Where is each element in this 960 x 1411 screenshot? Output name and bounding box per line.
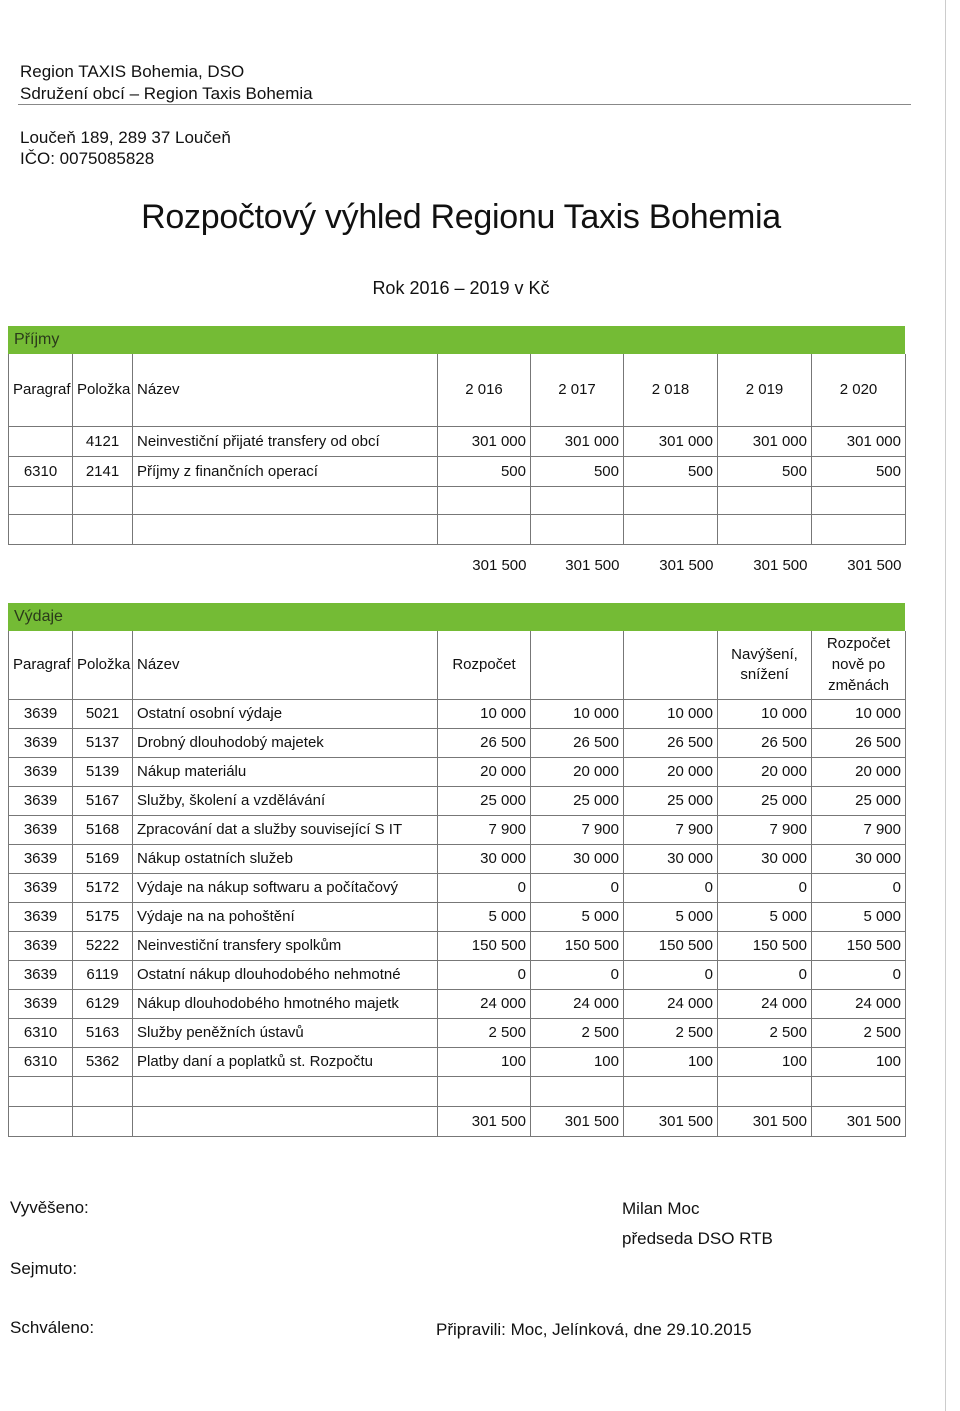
expenses-total-row	[9, 1106, 906, 1136]
cell-value: 500	[624, 456, 718, 486]
cell-value: 150 500	[812, 931, 906, 960]
cell-value: 2 500	[718, 1018, 812, 1047]
cell-value: 10 000	[718, 699, 812, 728]
cell-nazev: Platby daní a poplatků st. Rozpočtu	[133, 1047, 438, 1076]
signer-name: Milan Moc	[622, 1199, 700, 1218]
cell-value: 0	[624, 960, 718, 989]
cell-value: 10 000	[438, 699, 531, 728]
cell-value: 500	[812, 456, 906, 486]
cell-value: 100	[718, 1047, 812, 1076]
table-row	[9, 728, 906, 757]
expenses-head-navyseni-l1: Navýšení,	[731, 645, 798, 663]
cell-polozka: 5021	[73, 699, 133, 728]
cell-value: 20 000	[718, 757, 812, 786]
income-head-year: 2 016	[438, 354, 531, 426]
expenses-head-navyseni	[718, 631, 812, 699]
income-table	[8, 354, 906, 586]
cell-value: 2 500	[624, 1018, 718, 1047]
cell-value: 24 000	[812, 989, 906, 1018]
cell-value: 24 000	[531, 989, 624, 1018]
cell-value: 0	[718, 960, 812, 989]
expenses-head-paragraf: Paragraf	[9, 631, 73, 699]
cell-value: 150 500	[718, 931, 812, 960]
income-total: 301 500	[659, 556, 714, 574]
cell-value: 150 500	[624, 931, 718, 960]
expenses-head-nove	[812, 631, 906, 699]
income-head-year: 2 019	[718, 354, 812, 426]
cell-value: 2 500	[438, 1018, 531, 1047]
cell-value: 20 000	[624, 757, 718, 786]
cell-nazev: Zpracování dat a služby související S IT	[133, 815, 438, 844]
income-head-year: 2 018	[624, 354, 718, 426]
cell-value: 500	[531, 456, 624, 486]
cell-polozka: 2141	[73, 456, 133, 486]
cell-value: 26 500	[438, 728, 531, 757]
table-row	[9, 1047, 906, 1076]
cell-polozka: 4121	[73, 426, 133, 456]
table-row-empty	[9, 486, 906, 514]
income-head-year: 2 020	[812, 354, 906, 426]
cell-value: 301 000	[812, 426, 906, 456]
expenses-head-nove-l2: nově po	[831, 656, 886, 674]
expenses-head-polozka: Položka	[73, 631, 133, 699]
cell-paragraf: 3639	[9, 989, 73, 1018]
cell-polozka: 5137	[73, 728, 133, 757]
table-row-empty	[9, 1076, 906, 1106]
cell-value: 20 000	[438, 757, 531, 786]
income-total: 301 500	[565, 556, 620, 574]
cell-value: 301 000	[718, 426, 812, 456]
cell-polozka: 5362	[73, 1047, 133, 1076]
cell-value: 30 000	[624, 844, 718, 873]
cell-value: 100	[531, 1047, 624, 1076]
cell-value: 20 000	[531, 757, 624, 786]
expenses-total: 301 500	[812, 1106, 906, 1136]
org-ico: IČO: 0075085828	[20, 149, 155, 168]
cell-value: 301 000	[438, 426, 531, 456]
table-row	[9, 931, 906, 960]
table-row	[9, 426, 906, 456]
cell-nazev: Ostatní nákup dlouhodobého nehmotné	[133, 960, 438, 989]
table-row	[9, 844, 906, 873]
cell-value: 0	[438, 873, 531, 902]
cell-value: 7 900	[718, 815, 812, 844]
income-header-row	[9, 354, 906, 426]
cell-value: 25 000	[531, 786, 624, 815]
cell-value: 24 000	[438, 989, 531, 1018]
cell-paragraf: 3639	[9, 902, 73, 931]
cell-value: 500	[718, 456, 812, 486]
cell-polozka: 5139	[73, 757, 133, 786]
table-row	[9, 902, 906, 931]
cell-value: 5 000	[624, 902, 718, 931]
cell-paragraf: 3639	[9, 873, 73, 902]
income-head-paragraf: Paragraf	[9, 354, 73, 426]
cell-value: 100	[812, 1047, 906, 1076]
cell-polozka: 5167	[73, 786, 133, 815]
header-rule	[18, 104, 911, 105]
cell-value: 5 000	[812, 902, 906, 931]
cell-value: 26 500	[812, 728, 906, 757]
expenses-head-rozpocet: Rozpočet	[438, 631, 531, 699]
cell-value: 25 000	[812, 786, 906, 815]
cell-value: 0	[812, 960, 906, 989]
cell-value: 25 000	[624, 786, 718, 815]
cell-value: 2 500	[812, 1018, 906, 1047]
cell-nazev: Nákup materiálu	[133, 757, 438, 786]
cell-nazev: Výdaje na na pohoštění	[133, 902, 438, 931]
expenses-head-col3	[624, 631, 718, 699]
income-head-nazev: Název	[133, 354, 438, 426]
table-row	[9, 1018, 906, 1047]
approved-label: Schváleno:	[10, 1318, 95, 1337]
cell-nazev: Služby peněžních ústavů	[133, 1018, 438, 1047]
cell-value: 10 000	[812, 699, 906, 728]
cell-value: 10 000	[624, 699, 718, 728]
income-total: 301 500	[847, 556, 902, 574]
table-row	[9, 989, 906, 1018]
cell-value: 26 500	[531, 728, 624, 757]
prepared-by: Připravili: Moc, Jelínková, dne 29.10.2015	[436, 1320, 752, 1339]
cell-paragraf: 3639	[9, 931, 73, 960]
signer-role: předseda DSO RTB	[622, 1229, 773, 1248]
cell-paragraf: 3639	[9, 960, 73, 989]
cell-polozka: 5172	[73, 873, 133, 902]
cell-value: 2 500	[531, 1018, 624, 1047]
cell-value: 0	[531, 960, 624, 989]
cell-value: 24 000	[718, 989, 812, 1018]
cell-paragraf: 6310	[9, 456, 73, 486]
income-head-polozka: Položka	[73, 354, 133, 426]
income-total-row	[9, 544, 906, 586]
cell-value: 20 000	[812, 757, 906, 786]
cell-value: 0	[438, 960, 531, 989]
page-edge	[945, 0, 946, 1411]
cell-paragraf: 3639	[9, 815, 73, 844]
cell-value: 301 000	[624, 426, 718, 456]
income-total: 301 500	[753, 556, 808, 574]
table-row	[9, 786, 906, 815]
cell-value: 0	[718, 873, 812, 902]
table-row	[9, 456, 906, 486]
table-row	[9, 873, 906, 902]
income-section-bar: Příjmy	[8, 326, 905, 354]
posted-label: Vyvěšeno:	[10, 1198, 89, 1217]
cell-polozka: 5175	[73, 902, 133, 931]
cell-value: 7 900	[624, 815, 718, 844]
org-name: Region TAXIS Bohemia, DSO	[20, 62, 245, 81]
org-full-name: Sdružení obcí – Region Taxis Bohemia	[20, 84, 313, 103]
expenses-header-row	[9, 631, 906, 699]
cell-value: 7 900	[812, 815, 906, 844]
cell-nazev: Výdaje na nákup softwaru a počítačový	[133, 873, 438, 902]
cell-value: 500	[438, 456, 531, 486]
expenses-total: 301 500	[718, 1106, 812, 1136]
cell-value: 5 000	[531, 902, 624, 931]
cell-polozka: 6119	[73, 960, 133, 989]
cell-polozka: 5168	[73, 815, 133, 844]
cell-polozka: 6129	[73, 989, 133, 1018]
cell-value: 150 500	[531, 931, 624, 960]
expenses-total: 301 500	[438, 1106, 531, 1136]
cell-nazev: Nákup dlouhodobého hmotného majetk	[133, 989, 438, 1018]
table-row	[9, 815, 906, 844]
expenses-total: 301 500	[624, 1106, 718, 1136]
cell-paragraf: 3639	[9, 786, 73, 815]
cell-nazev: Ostatní osobní výdaje	[133, 699, 438, 728]
expenses-section-bar: Výdaje	[8, 603, 905, 631]
page-title: Rozpočtový výhled Regionu Taxis Bohemia	[141, 198, 781, 236]
cell-value: 25 000	[438, 786, 531, 815]
org-address: Loučeň 189, 289 37 Loučeň	[20, 128, 231, 147]
cell-nazev: Neinvestiční transfery spolkům	[133, 931, 438, 960]
cell-value: 0	[812, 873, 906, 902]
cell-value: 30 000	[531, 844, 624, 873]
cell-nazev: Příjmy z finančních operací	[133, 456, 438, 486]
cell-value: 5 000	[718, 902, 812, 931]
cell-value: 30 000	[718, 844, 812, 873]
cell-value: 100	[624, 1047, 718, 1076]
table-row	[9, 757, 906, 786]
table-row-empty	[9, 514, 906, 544]
removed-label: Sejmuto:	[10, 1259, 78, 1278]
expenses-head-nove-l3: změnách	[828, 677, 889, 695]
cell-value: 5 000	[438, 902, 531, 931]
cell-value: 26 500	[624, 728, 718, 757]
cell-nazev: Nákup ostatních služeb	[133, 844, 438, 873]
expenses-head-nazev: Název	[133, 631, 438, 699]
income-total: 301 500	[472, 556, 527, 574]
cell-paragraf	[9, 426, 73, 456]
expenses-table	[8, 631, 906, 1137]
expenses-head-col2	[531, 631, 624, 699]
cell-paragraf: 3639	[9, 699, 73, 728]
expenses-head-nove-l1: Rozpočet	[826, 635, 891, 653]
cell-paragraf: 6310	[9, 1018, 73, 1047]
income-head-year: 2 017	[531, 354, 624, 426]
cell-value: 26 500	[718, 728, 812, 757]
cell-value: 24 000	[624, 989, 718, 1018]
cell-value: 7 900	[438, 815, 531, 844]
cell-nazev: Služby, školení a vzdělávání	[133, 786, 438, 815]
cell-polozka: 5169	[73, 844, 133, 873]
cell-value: 30 000	[438, 844, 531, 873]
cell-value: 301 000	[531, 426, 624, 456]
cell-value: 150 500	[438, 931, 531, 960]
cell-value: 0	[624, 873, 718, 902]
table-row	[9, 699, 906, 728]
cell-nazev: Neinvestiční přijaté transfery od obcí	[133, 426, 438, 456]
cell-polozka: 5222	[73, 931, 133, 960]
cell-value: 7 900	[531, 815, 624, 844]
cell-paragraf: 6310	[9, 1047, 73, 1076]
cell-value: 10 000	[531, 699, 624, 728]
cell-value: 30 000	[812, 844, 906, 873]
cell-value: 0	[531, 873, 624, 902]
cell-polozka: 5163	[73, 1018, 133, 1047]
cell-value: 25 000	[718, 786, 812, 815]
cell-paragraf: 3639	[9, 757, 73, 786]
cell-nazev: Drobný dlouhodobý majetek	[133, 728, 438, 757]
expenses-total: 301 500	[531, 1106, 624, 1136]
table-row	[9, 960, 906, 989]
cell-value: 100	[438, 1047, 531, 1076]
cell-paragraf: 3639	[9, 844, 73, 873]
expenses-body	[9, 699, 906, 1076]
page-subtitle: Rok 2016 – 2019 v Kč	[372, 278, 550, 298]
expenses-head-navyseni-l2: snížení	[740, 665, 789, 683]
cell-paragraf: 3639	[9, 728, 73, 757]
